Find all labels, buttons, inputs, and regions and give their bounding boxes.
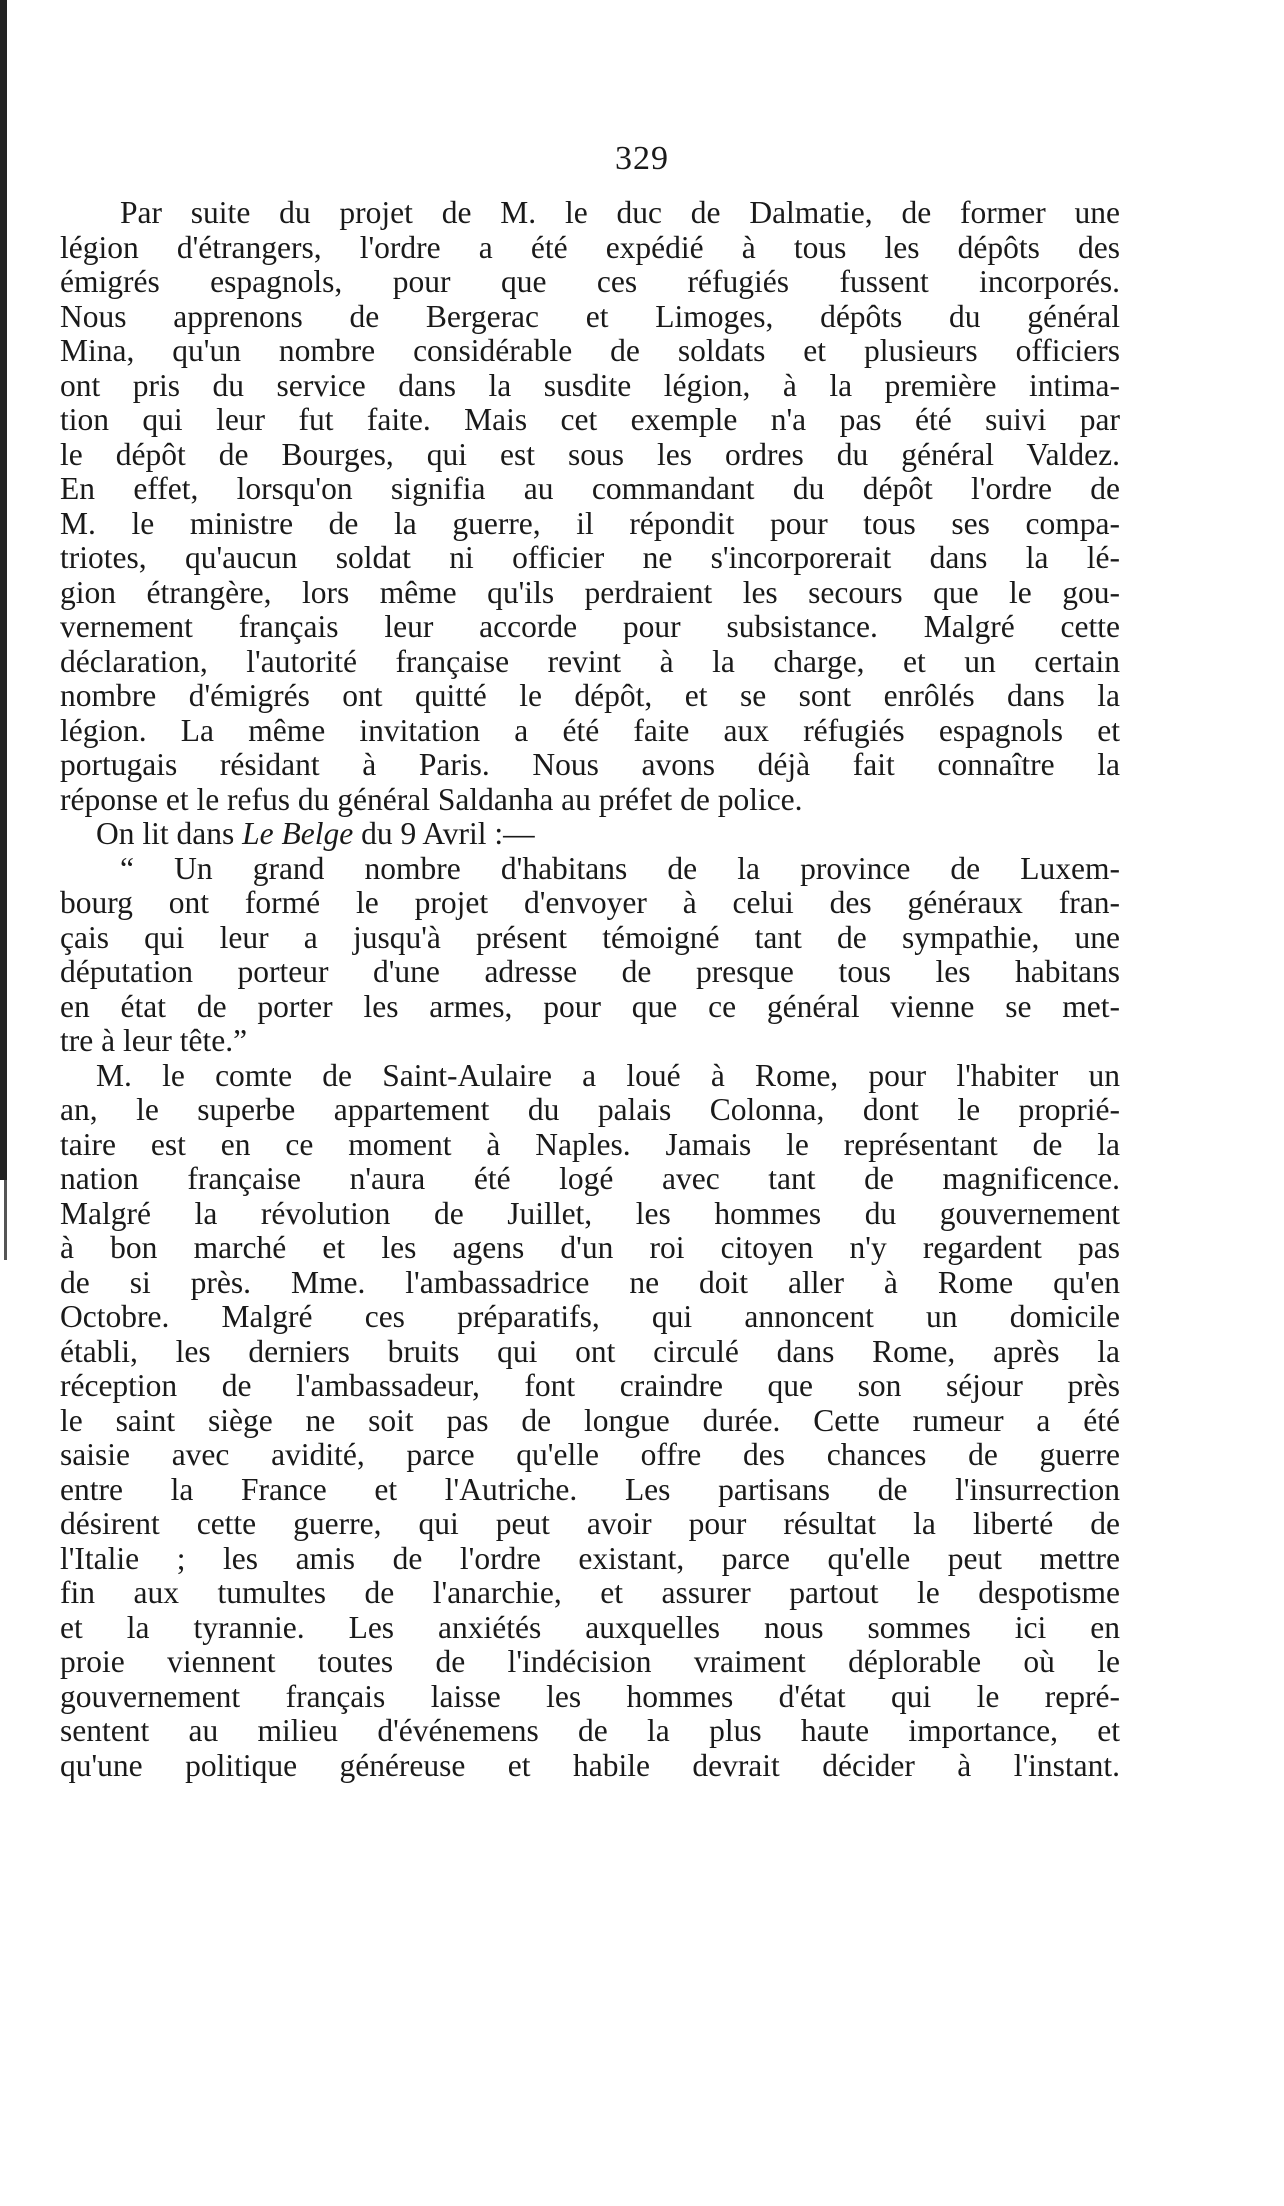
text-line: entre la France et l'Autriche. Les partisans de l'insurrection [60,1471,1120,1507]
text-line: nombre d'émigrés ont quitté le dépôt, et se sont enrôlés dans la [60,678,1120,713]
text-line: gion étrangère, lors même qu'ils perdraient les secours que le gou- [60,574,1120,610]
text-line: gouvernement français laisse les hommes d'état qui le repré- [60,1678,1120,1714]
text-line: “ Un grand nombre d'habitans de la province de Luxem- [120,850,1120,886]
text-line: saisie avec avidité, parce qu'elle offre des chances de guerre [60,1437,1120,1472]
text-line: çais qui leur a jusqu'à présent témoigné tant de sympathie, une [60,919,1120,955]
text-line: le saint siège ne soit pas de longue durée. Cette rumeur a été [60,1402,1120,1438]
text-line: bourg ont formé le projet d'envoyer à celui des généraux fran- [60,885,1120,920]
text-line: portugais résidant à Paris. Nous avons déjà fait connaître la [60,747,1120,782]
text-line: réponse et le refus du général Saldanha au préfet de police. [60,781,803,817]
text-line: proie viennent toutes de l'indécision vraiment déplorable où le [60,1644,1120,1679]
text-line: vernement français leur accorde pour subsistance. Malgré cette [60,609,1120,644]
newspaper-title: Le Belge [242,816,354,851]
text-line-citation [60,817,1120,852]
citation-date: du 9 Avril :— [361,816,535,851]
text-line: et la tyrannie. Les anxiétés auxquelles nous sommes ici en [60,1609,1120,1645]
text-line: établi, les derniers bruits qui ont circulé dans Rome, après la [60,1333,1120,1369]
text-line: Octobre. Malgré ces préparatifs, qui annoncent un domicile [60,1299,1120,1334]
text-line: taire est en ce moment à Naples. Jamais le représentant de la [60,1126,1120,1162]
text-line: Malgré la révolution de Juillet, les hommes du gouvernement [60,1195,1120,1231]
text-line: réception de l'ambassadeur, font craindre que son séjour près [60,1368,1120,1403]
body-text [60,196,1120,1783]
text-line: fin aux tumultes de l'anarchie, et assurer partout le despotisme [60,1575,1120,1610]
text-line: nation française n'aura été logé avec tant de magnificence. [60,1161,1120,1196]
text-line: émigrés espagnols, pour que ces réfugiés fussent incorporés. [60,264,1120,299]
text-line: Mina, qu'un nombre considérable de soldats et plusieurs officiers [60,333,1120,368]
text-line: Par suite du projet de M. le duc de Dalmatie, de former une [120,195,1120,230]
text-line: an, le superbe appartement du palais Colonna, dont le proprié- [60,1092,1120,1127]
text-line: en état de porter les armes, pour que ce général vienne se met- [60,988,1120,1024]
text-line: de si près. Mme. l'ambassadrice ne doit aller à Rome qu'en [60,1264,1120,1300]
text-line: sentent au milieu d'événemens de la plus haute importance, et [60,1713,1120,1748]
text-line: qu'une politique généreuse et habile devrait décider à l'instant. [60,1747,1120,1783]
text-line: légion d'étrangers, l'ordre a été expédié à tous les dépôts des [60,229,1120,265]
text-line: Nous apprenons de Bergerac et Limoges, dépôts du général [60,298,1120,334]
text-line: députation porteur d'une adresse de presque tous les habitans [60,954,1120,989]
text-line: En effet, lorsqu'on signifia au commandant du dépôt l'ordre de [60,471,1120,506]
text-line: légion. La même invitation a été faite aux réfugiés espagnols et [60,712,1120,748]
text-line: M. le ministre de la guerre, il répondit pour tous ses compa- [60,505,1120,541]
text-line: déclaration, l'autorité française revint à la charge, et un certain [60,643,1120,679]
text-line: le dépôt de Bourges, qui est sous les ordres du général Valdez. [60,436,1120,472]
text-line: M. le comte de Saint-Aulaire a loué à Rome, pour l'habiter un [96,1057,1120,1093]
page-number: 329 [615,140,669,177]
text-line: désirent cette guerre, qui peut avoir pour résultat la liberté de [60,1506,1120,1541]
citation-intro: On lit dans [96,816,235,851]
text-line: tion qui leur fut faite. Mais cet exemple n'a pas été suivi par [60,402,1120,437]
text-line: ont pris du service dans la susdite légion, à la première intima- [60,367,1120,403]
binding-edge-lower [4,1180,7,1260]
text-line: tre à leur tête.” [60,1023,248,1058]
text-line: à bon marché et les agens d'un roi citoyen n'y regardent pas [60,1230,1120,1265]
text-line: triotes, qu'aucun soldat ni officier ne s'incorporerait dans la lé- [60,540,1120,575]
text-line: l'Italie ; les amis de l'ordre existant, parce qu'elle peut mettre [60,1540,1120,1576]
